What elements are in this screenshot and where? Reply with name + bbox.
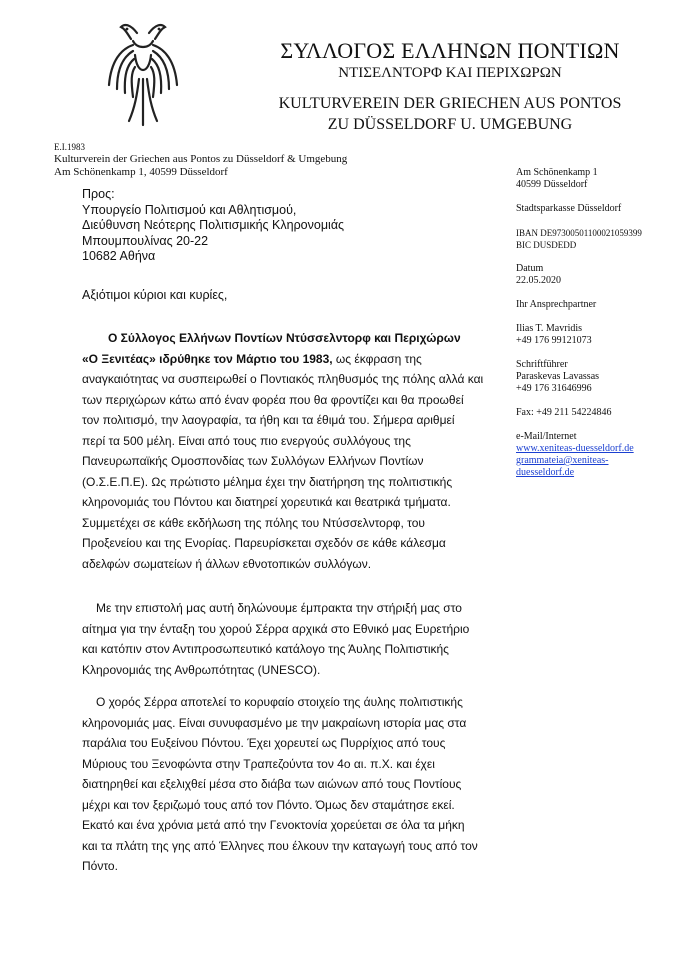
- sidebar-internet: [516, 431, 676, 479]
- recipient-line: Προς:: [82, 187, 115, 201]
- iban: IBAN DE97300501100021059399: [516, 228, 642, 238]
- sidebar-contact: [516, 323, 676, 347]
- date-label: Datum: [516, 263, 544, 274]
- secretary-phone: +49 176 31646996: [516, 383, 592, 394]
- sidebar-address: [516, 167, 676, 191]
- secretary-label: Schriftführer: [516, 359, 568, 370]
- org-name-greek: ΣΥΛΛΟΓΟΣ ΕΛΛΗΝΩΝ ΠΟΝΤΙΩΝ: [280, 38, 620, 63]
- paragraph-line: κληρονομιάς μας. Είναι συνυφασμένο με την μακραίωνη ιστορία μας στα: [82, 715, 467, 730]
- sidebar-secretary: [516, 359, 676, 395]
- letterhead-sidebar: [516, 167, 676, 491]
- paragraph-line: Ο χορός Σέρρα αποτελεί το κορυφαίο στοιχείο της άυλης πολιτιστικής: [96, 695, 463, 709]
- double-headed-eagle-logo: [103, 15, 183, 131]
- recipient-line: Μπουμπουλίνας 20-22: [82, 233, 209, 248]
- paragraph-line: κληρονομιάς του Πόντου και διατηρεί χορευτικά και θεατρικά τμήματα.: [82, 495, 451, 509]
- sidebar-date: [516, 263, 676, 287]
- website-link[interactable]: www.xeniteas-duesseldorf.de: [516, 443, 634, 454]
- address-line: Am Schönenkamp 1: [516, 167, 598, 178]
- body-paragraph-3: [82, 692, 482, 877]
- paragraph-line: αναγκαιότητας να συσπειρωθεί ο Ποντιακός πληθυσμός της πόλης αλλά και: [82, 372, 484, 386]
- paragraph-line: Πανευρωπαϊκής Ομοσπονδίας των Συλλόγων Ελλήνων Ποντίων: [82, 454, 424, 468]
- recipient-line: Διεύθυνση Νεότερης Πολιτισμικής Κληρονομιάς: [82, 218, 345, 232]
- paragraph-line: Συμμετέχει σε κάθε εκδήλωση της πόλης του Ντύσσελντορφ, του: [82, 515, 425, 530]
- sidebar-banking-details: [516, 227, 676, 251]
- email-label: e-Mail/Internet: [516, 431, 577, 442]
- contact-phone: +49 176 99121073: [516, 335, 592, 346]
- paragraph-line: [82, 328, 482, 349]
- paragraph-line: τον πολιτισμό, την λαογραφία, τα ήθη και τα έθιμά του. Σήμερα αριθμεί: [82, 413, 455, 427]
- bic: BIC DUSDEDD: [516, 240, 577, 250]
- email-link-continued[interactable]: duesseldorf.de: [516, 467, 575, 478]
- sender-line-2: Am Schönenkamp 1, 40599 Düsseldorf: [54, 166, 228, 178]
- paragraph-line: Κληρονομιάς της Ανθρωπότητας (UNESCO).: [82, 662, 321, 677]
- sidebar-bank: [516, 203, 676, 215]
- bank-name: Stadtsparkasse Düsseldorf: [516, 203, 622, 214]
- paragraph-text: ως έκφραση της: [332, 351, 422, 366]
- paragraph-line: αδελφών σωματείων ή άλλων εθνοτοπικών συλλόγων.: [82, 556, 372, 571]
- paragraph-line: Προξενείου και της Ενορίας. Παρευρίσκεται σχεδόν σε κάθε κάλεσμα: [82, 536, 446, 550]
- bold-text: Ο Σύλλογος Ελλήνων Ποντίων Ντύσσελντορφ και Περιχώρων: [108, 331, 461, 345]
- paragraph-line: Μύριους του Ξενοφώντα στην Τραπεζούντα τον 4ο αι. π.Χ. και έχει: [82, 756, 435, 771]
- paragraph-line: και τα πλάτη της γης από Έλληνες που έλκουν την καταγωγή τους από τον: [82, 838, 478, 853]
- paragraph-line: Πόντο.: [82, 859, 118, 873]
- paragraph-line: περί τα 500 μέλη. Είναι από τους πιο ενεργούς συλλόγους της: [82, 433, 411, 448]
- paragraph-line: διατηρηθεί και εξελιχθεί μέσα στο διάβα των αιώνων από τους Ποντίους: [82, 777, 462, 791]
- paragraph-line: Εκατό και ένα χρόνια μετά από την Γενοκτονία χορεύεται σε όλα τα μήκη: [82, 818, 465, 832]
- body-paragraph-2: [82, 598, 482, 680]
- address-line: 40599 Düsseldorf: [516, 179, 588, 190]
- paragraph-line: (Ο.Σ.Ε.Π.Ε). Ως πρώτιστο μέλημα έχει την διατήρηση της πολιτιστικής: [82, 474, 453, 489]
- contact-label: Ihr Ansprechpartner: [516, 299, 597, 310]
- contact-name: Ilias T. Mavridis: [516, 323, 583, 334]
- sidebar-contact-label: [516, 299, 676, 311]
- paragraph-line: και κατόπιν στον Αντιπροσωπευτικό κατάλογο της Άυλης Πολιτιστικής: [82, 642, 449, 656]
- sender-line-1: Kulturverein der Griechen aus Pontos zu Düsseldorf & Umgebung: [54, 153, 348, 165]
- sidebar-fax: [516, 407, 676, 419]
- paragraph-line: αίτημα για την ένταξη του χορού Σέρρα αρχικά στο Εθνικό μας Ευρετήριο: [82, 621, 470, 636]
- paragraph-line: των περιχώρων κάτω από έναν φορέα που θα φροντίζει και θα προωθεί: [82, 392, 464, 407]
- body-paragraph-1: [82, 328, 482, 574]
- paragraph-line: [82, 349, 482, 370]
- org-name-greek-subtitle: ΝΤΙΣΕΛΝΤΟΡΦ ΚΑΙ ΠΕΡΙΧΩΡΩΝ: [338, 65, 562, 81]
- date-value: 22.05.2020: [516, 275, 561, 286]
- email-link[interactable]: grammateia@xeniteas-: [516, 455, 609, 466]
- bold-text: «Ο Ξενιτέας» ιδρύθηκε τον Μάρτιο του 1983,: [82, 351, 333, 366]
- secretary-name: Paraskevas Lavassas: [516, 371, 600, 382]
- recipient-line: 10682 Αθήνα: [82, 249, 156, 263]
- org-name-german-line1: KULTURVEREIN DER GRIECHEN AUS PONTOS: [278, 95, 622, 112]
- recipient-line: Υπουργείο Πολιτισμού και Αθλητισμού,: [82, 202, 297, 217]
- salutation: Αξιότιμοι κύριοι και κυρίες,: [82, 288, 228, 302]
- established-label: E.I.1983: [54, 142, 85, 152]
- fax-number: Fax: +49 211 54224846: [516, 407, 612, 418]
- paragraph-line: παράλια του Ευξείνου Πόντου. Έχει χορευτεί ως Πυρρίχιος από τους: [82, 736, 446, 750]
- org-name-german-line2: ZU DÜSSELDORF U. UMGEBUNG: [327, 116, 573, 133]
- paragraph-line: Με την επιστολή μας αυτή δηλώνουμε έμπρακτα την στήριξή μας στο: [96, 601, 462, 615]
- recipient-address: [82, 187, 344, 265]
- paragraph-line: μέχρι και τον ξεριζωμό τους από τον Πόντο. Όμως δεν σταμάτησε εκεί.: [82, 797, 455, 812]
